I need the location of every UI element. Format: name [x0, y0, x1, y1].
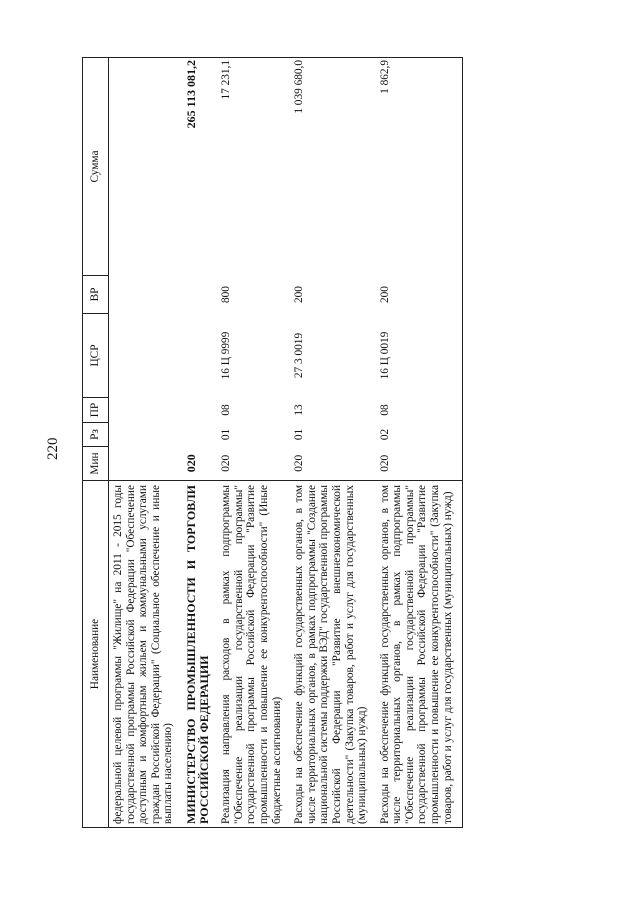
- row-vr: 200: [293, 286, 306, 303]
- row-csr: 16 Ц 0019: [377, 314, 463, 398]
- page-number: 220: [45, 437, 61, 460]
- table-row: [109, 58, 183, 828]
- column-header-name: Наименование: [83, 481, 109, 828]
- row-pr: 08: [220, 404, 233, 416]
- table-row-ministry: [183, 58, 218, 828]
- row-rz: 01: [220, 428, 233, 441]
- row-sum: 1 862,9: [377, 58, 463, 276]
- row-pr: 08: [377, 398, 463, 423]
- row-min: 020: [220, 454, 233, 472]
- column-header-rz: Рз: [83, 423, 109, 447]
- row-min: 020: [183, 454, 198, 473]
- row-min: 020: [377, 447, 463, 481]
- table-row: [291, 58, 377, 828]
- row-sum: 1 039 680,0: [291, 58, 377, 276]
- row-sum: [109, 58, 183, 276]
- table-header-row: [83, 58, 109, 828]
- row-csr: [109, 314, 183, 398]
- column-header-pr: ПР: [83, 398, 109, 423]
- row-name: МИНИСТЕРСТВО ПРОМЫШЛЕННОСТИ И ТОРГОВЛИ РОССИЙСКОЙ ФЕДЕРАЦИИ: [183, 481, 218, 828]
- row-pr: [183, 398, 218, 423]
- row-name: Расходы на обеспечение функций государственных органов, в том числе территориальных органов, в рамках подпрограммы "Создание национальной системы поддержки ВЭД" государственной программы Российской Федерации "Развитие внешнеэкономической деятельности" (Закупка товаров, работ и услуг для государственных (муниципальных) нужд): [291, 481, 377, 828]
- row-vr: [183, 276, 218, 314]
- row-name: федеральной целевой программы "Жилище" на 2011 - 2015 годы государственной программы Российской Федерации "Обеспечение доступным и комфортным жильем и коммунальными услугами граждан Российской Федерации" (Социальное обеспечение и иные выплаты населению): [109, 481, 183, 828]
- row-vr: 800: [220, 286, 233, 303]
- budget-table-page: [82, 58, 612, 828]
- row-rz: 01: [293, 428, 306, 441]
- row-csr: [183, 314, 218, 398]
- row-vr: [109, 276, 183, 314]
- table-row: [377, 58, 463, 828]
- row-sum: 17 231,1: [218, 58, 291, 276]
- row-name: Расходы на обеспечение функций государственных органов, в том числе территориальных органов, в рамках подпрограммы "Обеспечение реализации государственной программы" государственной программы Российской Федерации "Развитие промышленности и повышение ее конкурентоспособности" (Закупка товаров, работ и услуг для государственных (муниципальных) нужд): [377, 481, 463, 828]
- column-header-min: Мин: [83, 447, 109, 481]
- row-rz: 02: [377, 423, 463, 447]
- row-name: Реализация направления расходов в рамках подпрограммы "Обеспечение реализации государственной программы" государственной программы Российской Федерации "Развитие промышленности и повышение ее конкурентоспособности" (Иные бюджетные ассигнования): [218, 481, 291, 828]
- row-vr: 200: [377, 276, 463, 314]
- budget-table: [82, 57, 463, 828]
- row-rz: [183, 423, 218, 447]
- row-csr: 16 Ц 9999: [220, 331, 233, 380]
- row-csr: 27 3 0019: [293, 332, 306, 379]
- table-row: [218, 58, 291, 828]
- row-pr: [109, 398, 183, 423]
- column-header-vr: ВР: [83, 276, 109, 314]
- row-min: 020: [293, 454, 306, 472]
- column-header-csr: ЦСР: [83, 314, 109, 398]
- row-rz: [109, 423, 183, 447]
- column-header-sum: Сумма: [83, 58, 109, 276]
- row-sum: 265 113 081,2: [183, 58, 218, 276]
- row-min: [109, 447, 183, 481]
- row-pr: 13: [293, 404, 306, 416]
